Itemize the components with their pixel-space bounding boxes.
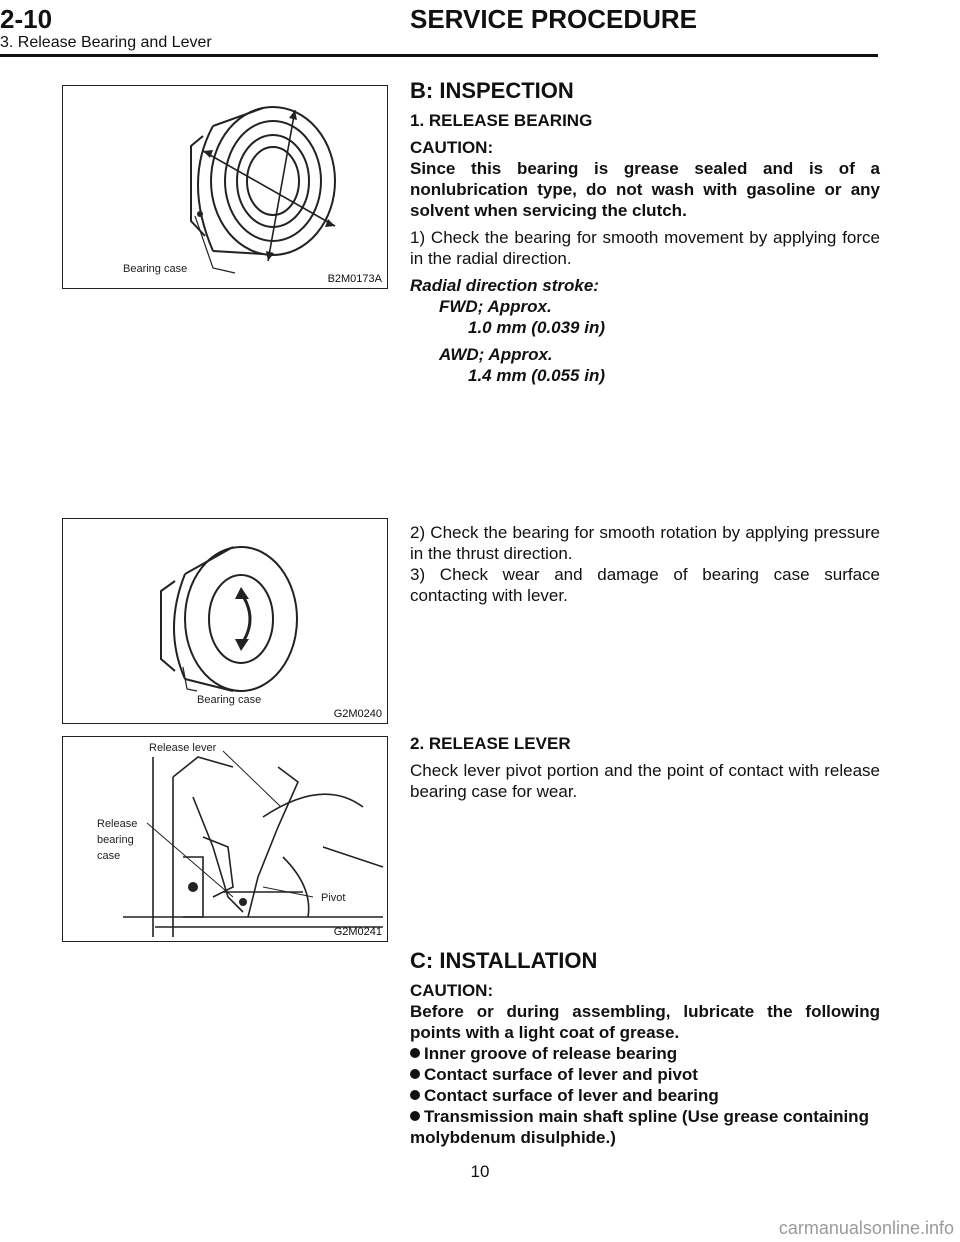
list-item: Contact surface of lever and bearing	[410, 1085, 880, 1106]
caution-label: CAUTION:	[410, 981, 494, 1000]
spec-title: Radial direction stroke:	[410, 276, 599, 295]
watermark: carmanualsonline.info	[778, 1218, 954, 1238]
spec-awd-label: AWD; Approx.	[439, 345, 553, 364]
release-bearing-heading: 1. RELEASE BEARING	[410, 111, 593, 130]
label-release-lever: Release lever	[149, 742, 217, 754]
figure-code: B2M0173A	[327, 273, 382, 285]
step-1: 1) Check the bearing for smooth movement by applying force in the radial direction.	[410, 228, 880, 268]
bullet-icon	[410, 1069, 420, 1079]
installation-heading: C: INSTALLATION	[410, 948, 598, 973]
label-bearing: bearing	[97, 834, 134, 846]
list-item: Transmission main shaft spline (Use grease containing molybdenum disulphide.)	[410, 1107, 869, 1147]
release-lever-section	[410, 733, 880, 802]
label-pivot: Pivot	[321, 892, 346, 904]
release-lever-text: Check lever pivot portion and the point of contact with release bearing case for wear.	[410, 761, 880, 801]
release-lever-heading: 2. RELEASE LEVER	[410, 734, 571, 753]
figure-release-bearing-radial	[62, 85, 388, 289]
subsection-title: 3. Release Bearing and Lever	[0, 34, 212, 51]
page-number: 10	[470, 1162, 490, 1181]
bullet-icon	[410, 1111, 420, 1121]
page-header	[0, 0, 960, 60]
release-lever-illustration	[63, 737, 387, 941]
caution-text: Before or during assembling, lubricate the following points with a light coat of grease.	[410, 1002, 880, 1042]
bearing-radial-illustration	[63, 86, 387, 288]
step-2: 2) Check the bearing for smooth rotation by applying pressure in the thrust direction.	[410, 523, 880, 563]
section-code: 2-10	[0, 4, 53, 34]
step-3: 3) Check wear and damage of bearing case surface contacting with lever.	[410, 565, 880, 605]
installation-section	[410, 948, 880, 1148]
figure-code: G2M0241	[333, 926, 382, 938]
figure-release-lever	[62, 736, 388, 942]
bullet-icon	[410, 1090, 420, 1100]
bullet-icon	[410, 1048, 420, 1058]
label-case: case	[97, 850, 121, 862]
spec-awd-value: 1.4 mm (0.055 in)	[468, 366, 606, 385]
label-bearing-case: Bearing case	[123, 263, 188, 275]
spec-fwd-value: 1.0 mm (0.039 in)	[468, 318, 606, 337]
caution-text: Since this bearing is grease sealed and is of a nonlubrication type, do not wash with gasoline or any solvent when servicing the clutch.	[410, 159, 880, 220]
figure-code: G2M0240	[333, 708, 382, 720]
figure-release-bearing-thrust	[62, 518, 388, 724]
list-item: Contact surface of lever and pivot	[410, 1064, 880, 1085]
inspection-heading: B: INSPECTION	[410, 78, 574, 103]
bearing-thrust-illustration	[63, 519, 387, 723]
header-rule	[0, 54, 878, 57]
label-release: Release	[97, 818, 138, 830]
section-title: SERVICE PROCEDURE	[410, 4, 698, 34]
caution-label: CAUTION:	[410, 138, 494, 157]
inspection-section	[410, 78, 880, 386]
inspection-steps-2-3	[410, 522, 880, 606]
spec-fwd-label: FWD; Approx.	[439, 297, 552, 316]
list-item: Inner groove of release bearing	[410, 1043, 880, 1064]
label-bearing-case: Bearing case	[197, 694, 262, 706]
